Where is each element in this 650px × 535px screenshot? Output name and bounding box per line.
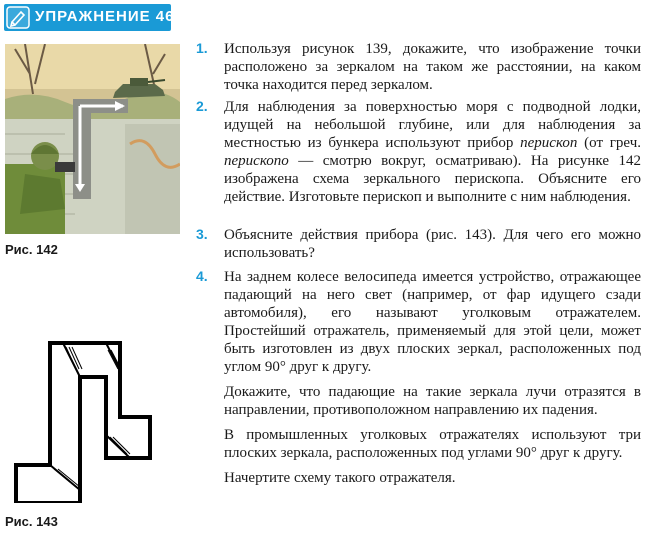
exercise-3-text: Объясните действия прибора (рис. 143). Для чего его можно использовать? — [224, 227, 641, 261]
exercise-1-text: Используя рисунок 139, докажите, что изображение точки расположено за зеркалом на таком же расстоянии, на каком точка находится перед зеркалом. — [224, 41, 641, 93]
exercise-4 — [196, 268, 641, 487]
greek-term: перископо — [224, 153, 289, 169]
exercise-title: УПРАЖНЕНИЕ 46 — [35, 8, 175, 25]
exercise-4-paragraph-1: На заднем колесе велосипеда имеется устройство, отражающее падающий на него свет (например, от фар идущего сзади автомобиля), его называют уголковым отражателем. Простейший отражатель, применяемый для этой цели, может быть изготовлен из двух плоских зеркал, расположенных под углом 90° друг к другу. — [224, 269, 641, 375]
exercise-banner — [4, 4, 175, 31]
exercise-2 — [196, 98, 641, 206]
figure-143-caption: Рис. 143 — [5, 514, 58, 529]
exercise-2-number: 2. — [196, 98, 208, 114]
exercise-4-paragraph-3: В промышленных уголковых отражателях используют три плоских зеркала, расположенных под углами 90° друг к другу. — [224, 427, 641, 461]
exercise-2-text: Для наблюдения за поверхностью моря с подводной лодки, идущей на небольшой глубине, или для наблюдения за местностью из бункера используют прибор перископ (от греч. перископо — смотрю вокруг, осматриваю). На рисунке 142 изображена схема зеркального перископа. Объясните его действие. Изготовьте перископ и выполните с ним наблюдения. — [224, 99, 641, 205]
exercise-1 — [196, 40, 641, 94]
exercise-4-number: 4. — [196, 268, 208, 284]
pencil-icon — [6, 6, 30, 29]
periscope-term: перископ — [520, 135, 578, 151]
periscope-illustration — [5, 44, 180, 234]
mirror-device-diagram — [10, 325, 155, 503]
figure-142-caption: Рис. 142 — [5, 242, 58, 257]
exercise-3-number: 3. — [196, 226, 208, 242]
exercise-4-paragraph-2: Докажите, что падающие на такие зеркала лучи отразятся в направлении, противоположном направлению их падения. — [224, 384, 641, 418]
exercise-3 — [196, 226, 641, 262]
exercise-1-number: 1. — [196, 40, 208, 56]
exercise-4-paragraph-4: Начертите схему такого отражателя. — [224, 470, 456, 486]
